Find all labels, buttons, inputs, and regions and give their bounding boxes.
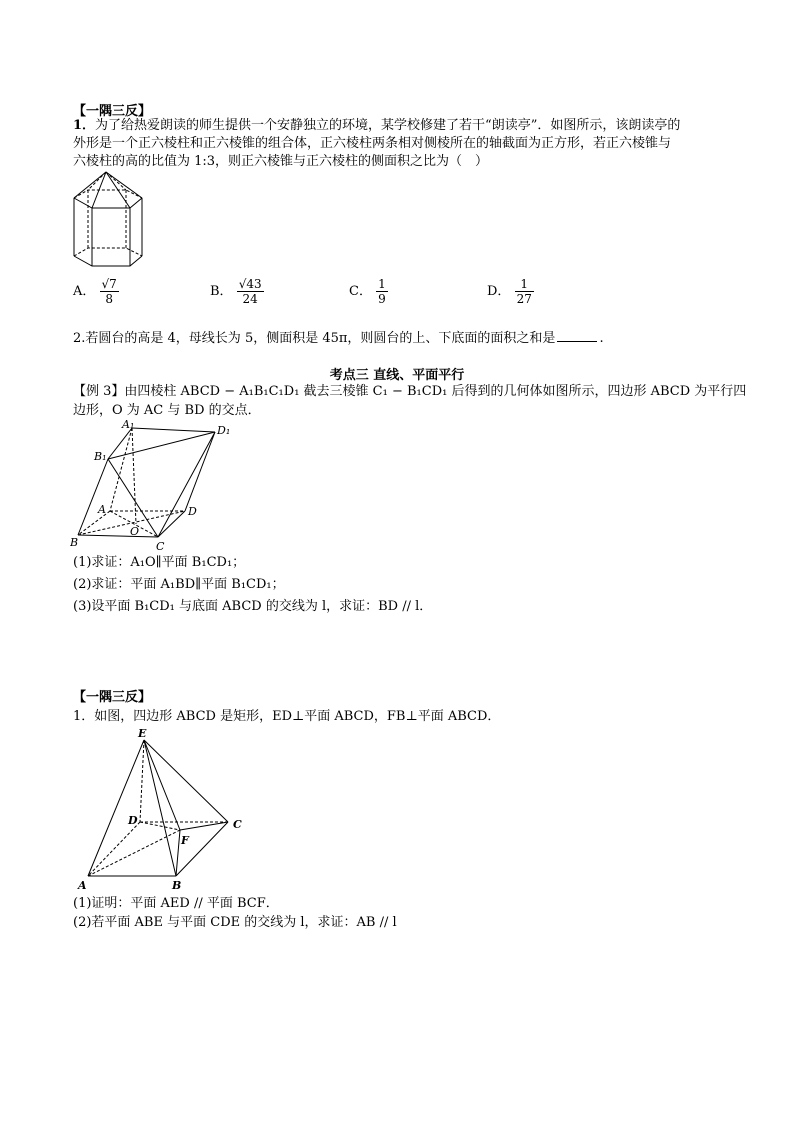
question-1-line2: 外形是一个正六棱柱和正六棱锥的组合体，正六棱柱两条相对侧棱所在的轴截面为正方形，若正六棱锥与 — [73, 136, 672, 151]
practice-2-part2: (2)若平面 ABE 与平面 CDE 的交线为 l，求证：AB // l — [73, 915, 397, 930]
option-d-label: D． — [487, 284, 511, 299]
option-d-denominator: 27 — [516, 292, 532, 306]
question-2-text: 2.若圆台的高是 4，母线长为 5，侧面积是 45π，则圆台的上、下底面的面积之和是 — [73, 331, 556, 346]
practice-2-part1: (1)证明：平面 AED // 平面 BCF． — [73, 896, 279, 911]
option-a[interactable] — [73, 277, 119, 306]
option-c-numerator: 1 — [378, 277, 386, 291]
option-b-denominator: 24 — [242, 292, 258, 306]
label-b1: B₁ — [94, 450, 107, 463]
practice-header-2: 【一隅三反】 — [73, 690, 152, 705]
label-a: A — [98, 503, 106, 516]
example-3-line1: 【例 3】由四棱柱 ABCD − A₁B₁C₁D₁ 截去三棱锥 C₁ − B₁CD₁ 后得到的几何体如图所示，四边形 ABCD 为平行四 — [73, 384, 747, 399]
question-1-line3: 六棱柱的高的比值为 1:3，则正六棱锥与正六棱柱的侧面积之比为（ ） — [73, 154, 489, 169]
option-c[interactable] — [349, 277, 388, 306]
option-c-label: C． — [349, 284, 372, 299]
label-d1: D₁ — [217, 424, 231, 437]
practice-2-question-1: 1．如图，四边形 ABCD 是矩形，ED⊥平面 ABCD，FB⊥平面 ABCD． — [73, 709, 501, 724]
question-2 — [73, 330, 604, 348]
label-f: F — [181, 834, 189, 847]
cut-prism-figure — [70, 418, 240, 554]
label-b-2: B — [172, 879, 182, 892]
question-2-end: . — [599, 331, 604, 346]
label-a-2: A — [78, 879, 87, 892]
option-d[interactable] — [487, 277, 534, 306]
option-d-numerator: 1 — [515, 277, 534, 292]
option-a-numerator: √7 — [101, 277, 117, 291]
option-c-denominator: 9 — [378, 292, 386, 306]
label-e: E — [138, 727, 147, 740]
label-c: C — [156, 540, 165, 553]
practice-header: 【一隅三反】 — [73, 104, 152, 119]
example-3-part3: (3)设平面 B₁CD₁ 与底面 ABCD 的交线为 l，求证：BD // l． — [73, 599, 433, 614]
question-number: 1． — [73, 118, 96, 133]
question-1-line1 — [73, 117, 680, 135]
example-3-line2: 边形，O 为 AC 与 BD 的交点． — [73, 403, 261, 418]
pavilion-figure — [70, 168, 180, 273]
option-b[interactable] — [210, 277, 264, 306]
option-b-label: B． — [210, 284, 233, 299]
answer-blank[interactable] — [557, 341, 597, 342]
rectangle-pyramid-figure — [72, 726, 262, 894]
label-a1: A₁ — [122, 418, 135, 431]
example-3-part1: (1)求证：A₁O∥平面 B₁CD₁； — [73, 555, 246, 570]
label-c-2: C — [233, 818, 242, 831]
label-d: D — [188, 505, 197, 518]
example-3-part2: (2)求证：平面 A₁BD∥平面 B₁CD₁； — [73, 577, 285, 592]
option-a-label: A． — [73, 284, 96, 299]
question-text: 为了给热爱朗读的师生提供一个安静独立的环境，某学校修建了若干“朗读亭”．如图所示，该朗读亭的 — [95, 118, 681, 133]
option-b-numerator: √43 — [238, 277, 262, 291]
label-d-2: D — [128, 814, 138, 827]
section-title: 考点三 直线、平面平行 — [329, 368, 465, 383]
label-o: O — [130, 525, 140, 538]
label-b: B — [70, 536, 79, 549]
option-a-denominator: 8 — [105, 292, 113, 306]
